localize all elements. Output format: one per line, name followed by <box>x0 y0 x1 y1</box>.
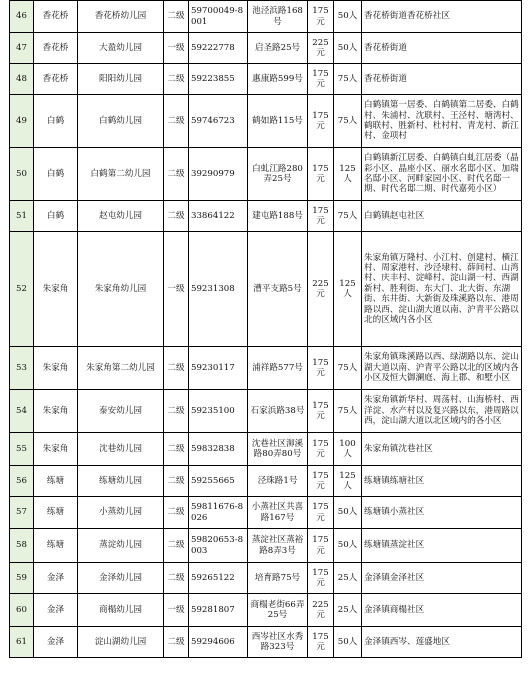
table-row <box>10 627 522 658</box>
cell-fee: 175元 <box>308 466 334 497</box>
cell-address: 石家浜路38号 <box>248 390 308 433</box>
cell-fee: 225元 <box>308 594 334 627</box>
cell-service-area: 金泽镇商榻社区 <box>362 594 522 627</box>
cell-kindergarten-name: 赵屯幼儿园 <box>78 201 164 232</box>
cell-enrollment: 50人 <box>334 529 362 563</box>
cell-no: 46 <box>10 1 34 33</box>
table-row <box>10 529 522 563</box>
cell-enrollment: 75人 <box>334 201 362 232</box>
cell-address: 泾珠路1号 <box>248 466 308 497</box>
cell-town: 香花桥 <box>34 1 78 33</box>
cell-phone: 59700049-8001 <box>189 1 248 33</box>
cell-phone: 59832838 <box>189 433 248 466</box>
cell-kindergarten-name: 泰安幼儿园 <box>78 390 164 433</box>
cell-level: 二级 <box>164 529 189 563</box>
cell-kindergarten-name: 白鹤第二幼儿园 <box>78 148 164 201</box>
cell-no: 61 <box>10 627 34 658</box>
cell-fee: 175元 <box>308 95 334 148</box>
kindergarten-table-page <box>9 0 521 658</box>
cell-kindergarten-name: 大盈幼儿园 <box>78 33 164 64</box>
cell-address: 小蒸社区共喜路167号 <box>248 497 308 529</box>
cell-address: 培育路75号 <box>248 563 308 594</box>
cell-kindergarten-name: 淀山湖幼儿园 <box>78 627 164 658</box>
cell-fee: 175元 <box>308 563 334 594</box>
cell-level: 一级 <box>164 594 189 627</box>
table-row <box>10 563 522 594</box>
cell-level: 二级 <box>164 148 189 201</box>
cell-kindergarten-name: 沈巷幼儿园 <box>78 433 164 466</box>
table-row <box>10 148 522 201</box>
cell-level: 二级 <box>164 433 189 466</box>
cell-phone: 59230117 <box>189 347 248 390</box>
cell-level: 二级 <box>164 347 189 390</box>
cell-level: 一级 <box>164 232 189 347</box>
cell-town: 金泽 <box>34 627 78 658</box>
cell-fee: 175元 <box>308 347 334 390</box>
cell-enrollment: 75人 <box>334 95 362 148</box>
cell-address: 惠康路599号 <box>248 64 308 95</box>
cell-fee: 175元 <box>308 627 334 658</box>
table-row <box>10 466 522 497</box>
cell-town: 朱家角 <box>34 433 78 466</box>
cell-service-area: 白鹤镇新江居委、白鹤镇白虬江居委（晶彩小区、晶座小区、丽水名邸小区、加瑞名邸小区、河畔家园小区、时代名邸一期、时代名邸二期、时代嘉苑小区） <box>362 148 522 201</box>
cell-no: 49 <box>10 95 34 148</box>
cell-service-area: 金泽镇金泽社区 <box>362 563 522 594</box>
cell-level: 二级 <box>164 466 189 497</box>
cell-address: 漕平支路5号 <box>248 232 308 347</box>
cell-service-area: 朱家角镇沈巷社区 <box>362 433 522 466</box>
cell-address: 启圣路25号 <box>248 33 308 64</box>
cell-town: 练塘 <box>34 466 78 497</box>
cell-address: 白虬江路280弄25号 <box>248 148 308 201</box>
cell-fee: 175元 <box>308 1 334 33</box>
cell-address: 蒸淀社区蒸裕路8弄3号 <box>248 529 308 563</box>
cell-town: 白鹤 <box>34 201 78 232</box>
cell-level: 二级 <box>164 390 189 433</box>
cell-service-area: 金泽镇西岑、莲盛地区 <box>362 627 522 658</box>
cell-enrollment: 50人 <box>334 33 362 64</box>
cell-phone: 59223855 <box>189 64 248 95</box>
cell-no: 51 <box>10 201 34 232</box>
cell-address: 鹤如路115号 <box>248 95 308 148</box>
cell-no: 58 <box>10 529 34 563</box>
cell-fee: 175元 <box>308 497 334 529</box>
cell-phone: 59811676-8026 <box>189 497 248 529</box>
table-row <box>10 497 522 529</box>
cell-enrollment: 25人 <box>334 563 362 594</box>
cell-kindergarten-name: 朱家角幼儿园 <box>78 232 164 347</box>
cell-phone: 33864122 <box>189 201 248 232</box>
cell-no: 60 <box>10 594 34 627</box>
cell-address: 池泾浜路168号 <box>248 1 308 33</box>
cell-kindergarten-name: 白鹤幼儿园 <box>78 95 164 148</box>
cell-address: 建屯路188号 <box>248 201 308 232</box>
cell-no: 59 <box>10 563 34 594</box>
table-row <box>10 33 522 64</box>
cell-enrollment: 50人 <box>334 497 362 529</box>
cell-level: 二级 <box>164 64 189 95</box>
cell-service-area: 练塘镇小蒸社区 <box>362 497 522 529</box>
table-row <box>10 201 522 232</box>
cell-town: 香花桥 <box>34 64 78 95</box>
cell-phone: 59746723 <box>189 95 248 148</box>
cell-town: 练塘 <box>34 497 78 529</box>
cell-kindergarten-name: 朱家角第二幼儿园 <box>78 347 164 390</box>
cell-enrollment: 125人 <box>334 466 362 497</box>
cell-kindergarten-name: 蒸淀幼儿园 <box>78 529 164 563</box>
cell-phone: 59231308 <box>189 232 248 347</box>
cell-address: 浦祥路577号 <box>248 347 308 390</box>
cell-kindergarten-name: 香花桥幼儿园 <box>78 1 164 33</box>
cell-fee: 225元 <box>308 33 334 64</box>
cell-phone: 59235100 <box>189 390 248 433</box>
cell-phone: 59222778 <box>189 33 248 64</box>
cell-no: 48 <box>10 64 34 95</box>
table-row <box>10 433 522 466</box>
cell-fee: 175元 <box>308 201 334 232</box>
cell-no: 50 <box>10 148 34 201</box>
cell-enrollment: 125人 <box>334 148 362 201</box>
cell-service-area: 香花桥街道 <box>362 64 522 95</box>
cell-level: 一级 <box>164 33 189 64</box>
cell-enrollment: 125人 <box>334 232 362 347</box>
kindergarten-table <box>9 0 522 658</box>
table-row <box>10 390 522 433</box>
cell-town: 朱家角 <box>34 390 78 433</box>
table-row <box>10 232 522 347</box>
cell-enrollment: 75人 <box>334 347 362 390</box>
cell-service-area: 朱家角镇新华村、周荡村、山海桥村、西洋淀、水产村以及复兴路以东，港周路以西，淀山湖大道以北区域内的各小区 <box>362 390 522 433</box>
cell-no: 56 <box>10 466 34 497</box>
cell-level: 二级 <box>164 563 189 594</box>
cell-fee: 175元 <box>308 64 334 95</box>
table-row <box>10 95 522 148</box>
cell-enrollment: 100人 <box>334 433 362 466</box>
cell-fee: 225元 <box>308 232 334 347</box>
cell-fee: 175元 <box>308 529 334 563</box>
cell-address: 商榻老街66弄25号 <box>248 594 308 627</box>
cell-enrollment: 50人 <box>334 1 362 33</box>
cell-level: 二级 <box>164 497 189 529</box>
cell-no: 54 <box>10 390 34 433</box>
cell-level: 二级 <box>164 627 189 658</box>
cell-address: 沈巷社区泖溪路80弄80号 <box>248 433 308 466</box>
cell-service-area: 朱家角镇万隆村、小江村、创建村、横江村、周家港村、沙泾埭村、薛间村、山湾村、庆丰村、淀峰村、淀山湖一村、西湖新村、胜利街、东大门、北大街、东湖街、东井街、大新街及珠溪路以东、港周路以西、淀山湖大道以南、沪青平公路以北的区域内各小区 <box>362 232 522 347</box>
cell-phone: 59281807 <box>189 594 248 627</box>
cell-enrollment: 50人 <box>334 627 362 658</box>
cell-no: 57 <box>10 497 34 529</box>
cell-town: 朱家角 <box>34 347 78 390</box>
cell-fee: 175元 <box>308 390 334 433</box>
cell-kindergarten-name: 小蒸幼儿园 <box>78 497 164 529</box>
cell-no: 47 <box>10 33 34 64</box>
cell-enrollment: 75人 <box>334 390 362 433</box>
cell-no: 53 <box>10 347 34 390</box>
cell-kindergarten-name: 商榻幼儿园 <box>78 594 164 627</box>
cell-service-area: 练塘镇练塘社区 <box>362 466 522 497</box>
cell-service-area: 朱家角镇珠溪路以西、绿湖路以东、淀山湖大道以南、沪青平公路以北的区域内各小区及恒大御澜庭、海上郡、和墅小区 <box>362 347 522 390</box>
cell-enrollment: 75人 <box>334 64 362 95</box>
cell-town: 朱家角 <box>34 232 78 347</box>
table-row <box>10 1 522 33</box>
cell-enrollment: 25人 <box>334 594 362 627</box>
cell-town: 白鹤 <box>34 95 78 148</box>
cell-kindergarten-name: 练塘幼儿园 <box>78 466 164 497</box>
cell-town: 香花桥 <box>34 33 78 64</box>
table-row <box>10 347 522 390</box>
cell-phone: 59294606 <box>189 627 248 658</box>
cell-kindergarten-name: 金泽幼儿园 <box>78 563 164 594</box>
table-row <box>10 594 522 627</box>
cell-fee: 175元 <box>308 433 334 466</box>
cell-phone: 59820653-8003 <box>189 529 248 563</box>
cell-town: 金泽 <box>34 563 78 594</box>
cell-service-area: 香花桥街道香花桥社区 <box>362 1 522 33</box>
cell-phone: 59255665 <box>189 466 248 497</box>
cell-kindergarten-name: 阳阳幼儿园 <box>78 64 164 95</box>
cell-service-area: 香花桥街道 <box>362 33 522 64</box>
cell-level: 二级 <box>164 201 189 232</box>
cell-no: 55 <box>10 433 34 466</box>
cell-service-area: 白鹤镇赵屯社区 <box>362 201 522 232</box>
cell-town: 练塘 <box>34 529 78 563</box>
cell-level: 二级 <box>164 95 189 148</box>
cell-level: 二级 <box>164 1 189 33</box>
cell-phone: 39290979 <box>189 148 248 201</box>
cell-town: 白鹤 <box>34 148 78 201</box>
cell-service-area: 练塘镇蒸淀社区 <box>362 529 522 563</box>
cell-address: 西岑社区水秀路323号 <box>248 627 308 658</box>
cell-phone: 59265122 <box>189 563 248 594</box>
cell-fee: 175元 <box>308 148 334 201</box>
cell-service-area: 白鹤镇第一居委、白鹤镇第二居委、白鹤村、朱浦村、沈联村、王泾村、塘湾村、鹤联村、胜新村、杜村村、青龙村、新江村、金项村 <box>362 95 522 148</box>
cell-no: 52 <box>10 232 34 347</box>
cell-town: 金泽 <box>34 594 78 627</box>
table-row <box>10 64 522 95</box>
